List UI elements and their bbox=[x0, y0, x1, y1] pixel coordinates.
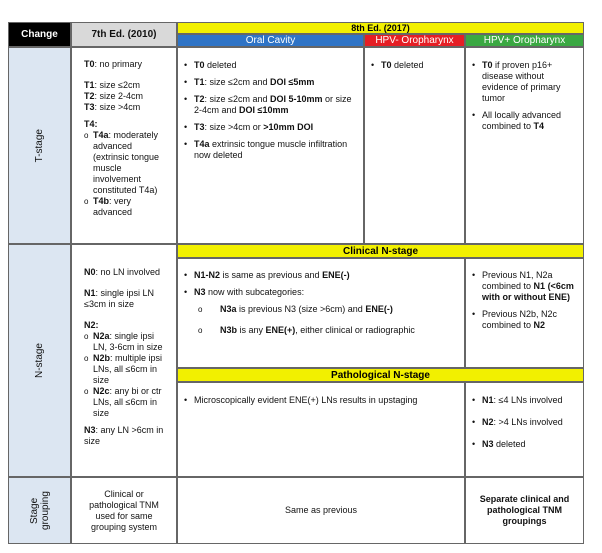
grouping-hpvpos-text: Separate clinical and pathological TNM groupings bbox=[479, 494, 570, 526]
t0-oral: • T0 deleted bbox=[184, 60, 355, 71]
pathological-n-oral-cell bbox=[177, 382, 465, 477]
oral-cavity-header bbox=[177, 34, 364, 47]
clinical-n-stage-label: Clinical N-stage bbox=[342, 245, 419, 257]
t2-seventh: T2: size 2-4cm bbox=[84, 91, 144, 101]
t-stage-row-label bbox=[8, 47, 71, 244]
n3a-clinical: o N3a is previous N3 (size >6cm) and ENE(-) bbox=[198, 304, 456, 315]
hpv-positive-label: HPV+ Oropharynx bbox=[483, 35, 566, 46]
t0-hpvpos: • T0 if proven p16+ disease without evidence of primary tumor bbox=[472, 60, 577, 104]
change-header-label: Change bbox=[21, 29, 58, 40]
n1-clinical-hpvpos: • Previous N1, N2a combined to N1 (<6cm with or without ENE) bbox=[472, 270, 577, 303]
n3-clinical: • N3 now with subcategories: bbox=[184, 287, 456, 298]
stage-grouping-row-label bbox=[8, 477, 71, 544]
n3-seventh: N3: any LN >6cm in size bbox=[84, 425, 164, 446]
grouping-eighth-cell bbox=[177, 477, 465, 544]
t0-hpvneg: • T0 deleted bbox=[371, 60, 458, 71]
hpv-negative-header bbox=[364, 34, 465, 47]
t1-oral: • T1: size ≤2cm and DOI ≤5mm bbox=[184, 77, 355, 88]
pathological-n-stage-header bbox=[177, 368, 584, 382]
t-stage-hpvpos-cell bbox=[465, 47, 584, 244]
hpv-negative-label: HPV- Oropharynx bbox=[375, 35, 454, 46]
n-stage-seventh-cell bbox=[71, 244, 177, 477]
t4-seventh: T4: bbox=[84, 119, 98, 129]
pathological-n-hpvpos-cell bbox=[465, 382, 584, 477]
oral-cavity-label: Oral Cavity bbox=[245, 35, 296, 46]
clinical-n-oral-cell bbox=[177, 258, 465, 368]
t-stage-seventh-cell bbox=[71, 47, 177, 244]
t2-oral: • T2: size ≤2cm and DOI 5-10mm or size 2-4cm and DOI ≤10mm bbox=[184, 94, 355, 116]
n2a-seventh: o N2a: single ipsi LN, 3-6cm in size bbox=[84, 331, 168, 353]
n1-path-hpvpos: • N1: ≤4 LNs involved bbox=[472, 395, 577, 406]
t-stage-label: T-stage bbox=[34, 128, 45, 163]
n1n2-clinical: • N1-N2 is same as previous and ENE(-) bbox=[184, 270, 456, 281]
n2-clinical-hpvpos: • Previous N2b, N2c combined to N2 bbox=[472, 309, 577, 331]
n1-seventh: N1: single ipsi LN ≤3cm in size bbox=[84, 288, 155, 309]
t4a-oral: • T4a extrinsic tongue muscle infiltration now deleted bbox=[184, 139, 355, 161]
pathological-n-stage-label: Pathological N-stage bbox=[331, 369, 430, 381]
t3-seventh: T3: size >4cm bbox=[84, 102, 141, 112]
n2-seventh: N2: bbox=[84, 320, 99, 330]
eighth-edition-label: 8th Ed. (2017) bbox=[351, 23, 410, 33]
n3b-clinical: o N3b is any ENE(+), either clinical or radiographic bbox=[198, 325, 456, 336]
grouping-hpvpos-cell bbox=[465, 477, 584, 544]
grouping-seventh-cell bbox=[71, 477, 177, 544]
seventh-edition-header bbox=[71, 22, 177, 47]
t-stage-hpvneg-cell bbox=[364, 47, 465, 244]
t1-seventh: T1: size ≤2cm bbox=[84, 80, 140, 90]
t3-oral: • T3: size >4cm or >10mm DOI bbox=[184, 122, 355, 133]
n0-seventh: N0: no LN involved bbox=[84, 267, 161, 277]
change-header bbox=[8, 22, 71, 47]
n2-path-hpvpos: • N2: >4 LNs involved bbox=[472, 417, 577, 428]
t4a-seventh: o T4a: moderately advanced (extrinsic tongue muscle involvement constituted T4a) bbox=[84, 130, 168, 196]
hpv-positive-header bbox=[465, 34, 584, 47]
n2b-seventh: o N2b: multiple ipsi LNs, all ≤6cm in size bbox=[84, 353, 168, 386]
t4b-seventh: o T4b: very advanced bbox=[84, 196, 168, 218]
clinical-n-hpvpos-cell bbox=[465, 258, 584, 368]
n-stage-label: N-stage bbox=[34, 342, 45, 378]
t4-hpvpos: • All locally advanced combined to T4 bbox=[472, 110, 577, 132]
t0-seventh: T0: no primary bbox=[84, 59, 143, 69]
n2c-seventh: o N2c: any bi or ctr LNs, all ≤6cm in size bbox=[84, 386, 168, 419]
eighth-edition-header bbox=[177, 22, 584, 34]
n-stage-row-label bbox=[8, 244, 71, 477]
grouping-seventh-text: Clinical or pathological TNM used for same grouping system bbox=[89, 488, 159, 532]
n3-path-hpvpos: • N3 deleted bbox=[472, 439, 577, 450]
seventh-edition-label: 7th Ed. (2010) bbox=[91, 29, 157, 40]
grouping-eighth-text: Same as previous bbox=[284, 505, 358, 515]
ene-upstaging: • Microscopically evident ENE(+) LNs results in upstaging bbox=[184, 395, 456, 406]
t-stage-oral-cell bbox=[177, 47, 364, 244]
clinical-n-stage-header bbox=[177, 244, 584, 258]
stage-grouping-label: Stage grouping bbox=[28, 491, 51, 530]
